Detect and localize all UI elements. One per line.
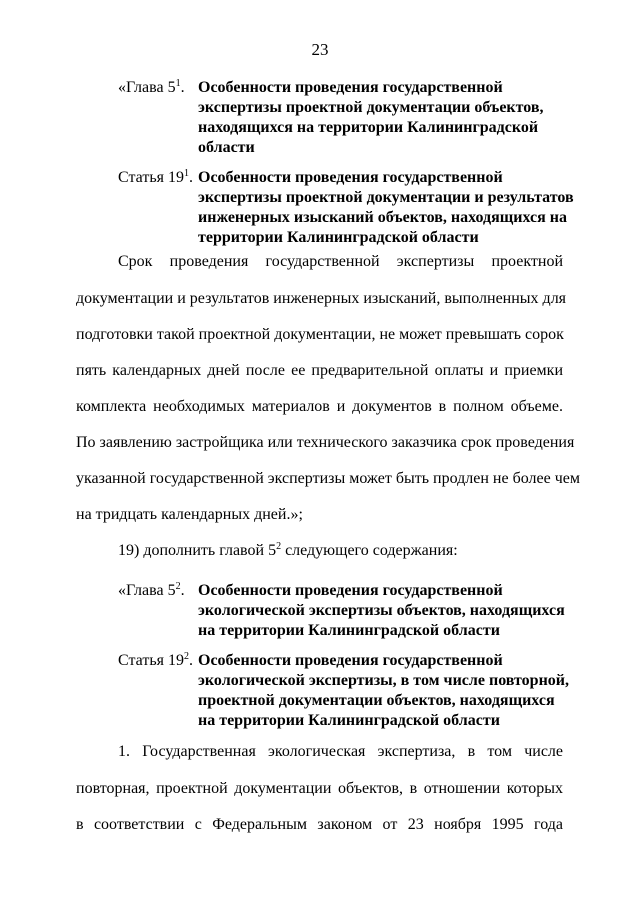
article-title-19-2 bbox=[198, 651, 569, 731]
paragraph-line: По заявлению застройщика или технического заказчика срок проведения bbox=[76, 434, 575, 451]
article-label: Статья $19^2$. bbox=[118, 651, 193, 669]
paragraph-line: повторная, проектной документации объектов, в отношении которых bbox=[76, 780, 563, 797]
paragraph-line: в соответствии с Федеральным законом от 23 ноября 1995 года bbox=[76, 816, 563, 833]
article-label: Статья $19^1$. bbox=[118, 168, 193, 186]
article-heading-19-1 bbox=[118, 168, 193, 190]
page-number: 23 bbox=[311, 40, 329, 59]
chapter-title: Особенности проведения государственной экологической экспертизы объектов, находящихся на территории Калининградской области bbox=[198, 582, 565, 639]
paragraph-line: указанной государственной экспертизы может быть продлен не более чем bbox=[76, 470, 580, 487]
paragraph-line: документации и результатов инженерных изысканий, выполненных для bbox=[76, 290, 567, 307]
chapter-title-5-2 bbox=[198, 581, 565, 641]
item-19-line: 19) дополнить главой $5^2$ следующего содержания: bbox=[118, 541, 458, 559]
article-title: Особенности проведения государственной экспертизы проектной документации и результатов инженерных изысканий объектов, находящихся на территории Калининградской области bbox=[198, 169, 574, 246]
paragraph-line: подготовки такой проектной документации, не может превышать сорок bbox=[76, 326, 564, 343]
chapter-heading-5-2 bbox=[118, 581, 185, 603]
paragraph-line: Срок проведения государственной экспертизы проектной bbox=[118, 253, 563, 270]
article-heading-19-2 bbox=[118, 651, 193, 673]
paragraph-line: на тридцать календарных дней.»; bbox=[76, 506, 303, 523]
chapter-title-5-1 bbox=[198, 78, 544, 158]
article-title: Особенности проведения государственной экологической экспертизы, в том числе повторной, проектной документации объектов, находящихся на территории Калининградской области bbox=[198, 652, 570, 729]
chapter-label: «Глава $5^2$. bbox=[118, 581, 185, 599]
paragraph-line: комплекта необходимых материалов и документов в полном объеме. bbox=[76, 398, 563, 415]
chapter-heading-5-1 bbox=[118, 78, 185, 100]
paragraph-line: 1. Государственная экологическая экспертиза, в том числе bbox=[118, 743, 563, 760]
article-title-19-1 bbox=[198, 168, 574, 248]
chapter-title: Особенности проведения государственной экспертизы проектной документации объектов, находящихся на территории Калининградской области bbox=[198, 79, 544, 156]
chapter-label: «Глава $5^1$. bbox=[118, 78, 185, 96]
paragraph-line: пять календарных дней после ее предварительной оплаты и приемки bbox=[76, 362, 563, 379]
